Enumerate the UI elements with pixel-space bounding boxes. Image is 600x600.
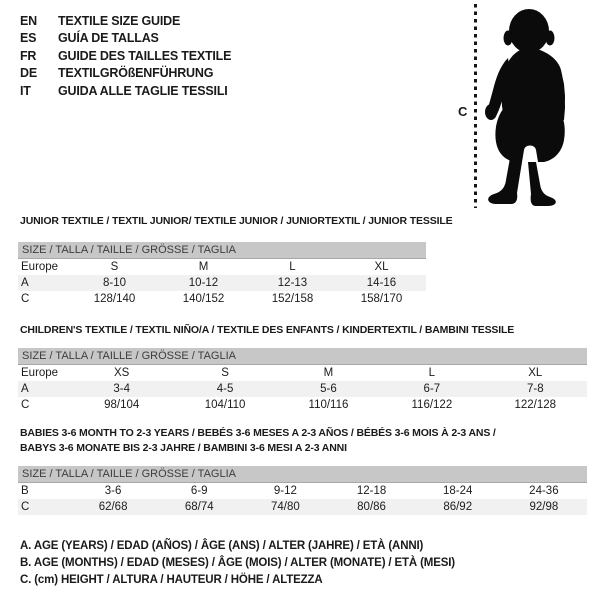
table-row: [18, 483, 587, 500]
section-title-babies-line1: BABIES 3-6 MONTH TO 2-3 YEARS / BEBÉS 3-6 MESES A 2-3 AÑOS / BÉBÉS 3-6 MOIS À 2-3 ANS /: [20, 427, 496, 439]
section-title-babies: [20, 426, 580, 455]
table-cell: 62/68: [70, 499, 156, 515]
table-cell: XL: [528, 367, 543, 379]
size-header-bar: [18, 242, 426, 259]
section-title-children: CHILDREN'S TEXTILE / TEXTIL NIÑO/A / TEXTILE DES ENFANTS / KINDERTEXTIL / BAMBINI TESSILE: [20, 324, 515, 336]
table-row: [18, 291, 426, 307]
table-cell: L: [289, 261, 296, 273]
babies-size-table: [18, 466, 587, 515]
table-cell: 92/98: [501, 499, 587, 515]
table-cell: 4-5: [173, 381, 276, 397]
language-code: FR: [20, 48, 37, 63]
language-row: [20, 30, 231, 47]
table-row: [18, 499, 587, 515]
footnote-legend: [20, 538, 455, 590]
size-header-label: SIZE / TALLA / TAILLE / GRÖSSE / TAGLIA: [18, 242, 426, 259]
table-cell: 116/122: [411, 399, 453, 411]
height-dashed-line: [474, 4, 477, 208]
language-row: [20, 65, 231, 82]
table-cell: XS: [114, 367, 130, 379]
table-cell: 158/170: [360, 293, 403, 305]
table-cell: 98/104: [104, 399, 140, 411]
junior-size-table: [18, 242, 426, 307]
table-cell: 104/110: [204, 399, 246, 411]
section-title-junior: JUNIOR TEXTILE / TEXTIL JUNIOR/ TEXTILE JUNIOR / JUNIORTEXTIL / JUNIOR TESSILE: [20, 215, 453, 227]
table-cell: 152/158: [271, 293, 314, 305]
table-cell: 6-9: [190, 485, 208, 497]
footnote-c: C. (cm) HEIGHT / ALTURA / HAUTEUR / HÖHE / ALTEZZA: [20, 574, 323, 587]
table-cell: M: [198, 261, 209, 273]
language-row: [20, 48, 231, 65]
table-cell: S: [110, 261, 119, 273]
table-cell: 7-8: [484, 381, 587, 397]
table-cell: 6-7: [380, 381, 483, 397]
table-cell: 18-24: [442, 485, 473, 497]
table-cell: 86/92: [415, 499, 501, 515]
table-row: [18, 381, 587, 397]
table-row: [18, 275, 426, 291]
table-cell: 3-6: [104, 485, 122, 497]
language-code: EN: [20, 14, 37, 28]
language-title: GUIDE DES TAILLES TEXTILE: [58, 48, 232, 63]
table-cell: M: [323, 367, 334, 379]
row-label: A: [18, 381, 70, 397]
language-title-list: [20, 13, 231, 100]
language-code: ES: [20, 31, 37, 46]
table-cell: L: [428, 367, 436, 379]
language-title: GUÍA DE TALLAS: [58, 31, 159, 46]
table-row: [18, 259, 426, 276]
table-cell: 12-18: [356, 485, 387, 497]
table-cell: 8-10: [70, 275, 159, 291]
row-label: A: [18, 275, 70, 291]
table-cell: S: [221, 367, 229, 379]
language-title: TEXTILGRÖßENFÜHRUNG: [58, 66, 214, 81]
table-cell: 122/128: [514, 399, 557, 411]
table-cell: 5-6: [277, 381, 380, 397]
size-header-bar: [18, 348, 587, 365]
height-measure-label: C: [458, 104, 468, 119]
table-cell: 9-12: [273, 485, 297, 497]
size-header-label: SIZE / TALLA / TAILLE / GRÖSSE / TAGLIA: [18, 348, 587, 365]
row-label: Europe: [21, 261, 59, 273]
table-cell: XL: [374, 261, 389, 273]
table-row: [18, 397, 587, 413]
language-code: DE: [20, 66, 37, 81]
table-cell: 10-12: [159, 275, 248, 291]
children-size-table: [18, 348, 587, 413]
table-cell: 140/152: [182, 293, 225, 305]
table-cell: 12-13: [248, 275, 337, 291]
table-cell: 80/86: [328, 499, 414, 515]
size-header-bar: [18, 466, 587, 483]
language-title: GUIDA ALLE TAGLIE TESSILI: [58, 83, 228, 98]
table-cell: 110/116: [308, 399, 349, 411]
table-cell: 128/140: [93, 293, 136, 305]
table-cell: 74/80: [242, 499, 328, 515]
footnote-a: A. AGE (YEARS) / EDAD (AÑOS) / ÂGE (ANS) / ALTER (JAHRE) / ETÀ (ANNI): [20, 540, 424, 552]
toddler-silhouette: [480, 4, 580, 206]
row-label: C: [21, 293, 30, 305]
table-cell: 24-36: [529, 485, 559, 497]
row-label: Europe: [21, 367, 59, 379]
table-row: [18, 365, 587, 382]
row-label: C: [21, 399, 30, 411]
table-cell: 68/74: [156, 499, 242, 515]
language-row: [20, 13, 231, 30]
table-cell: 14-16: [337, 275, 426, 291]
row-label: B: [21, 485, 29, 497]
footnote-b: B. AGE (MONTHS) / EDAD (MESES) / ÂGE (MOIS) / ALTER (MONATE) / ETÀ (MESI): [20, 557, 455, 570]
language-title: TEXTILE SIZE GUIDE: [58, 14, 181, 28]
section-title-babies-line2: BABYS 3-6 MONATE BIS 2-3 JAHRE / BAMBINI 3-6 MESI A 2-3 ANNI: [20, 441, 347, 454]
row-label: C: [18, 499, 70, 515]
language-row: [20, 83, 231, 100]
table-cell: 3-4: [70, 381, 173, 397]
language-code: IT: [20, 83, 31, 98]
size-header-label: SIZE / TALLA / TAILLE / GRÖSSE / TAGLIA: [18, 466, 587, 483]
